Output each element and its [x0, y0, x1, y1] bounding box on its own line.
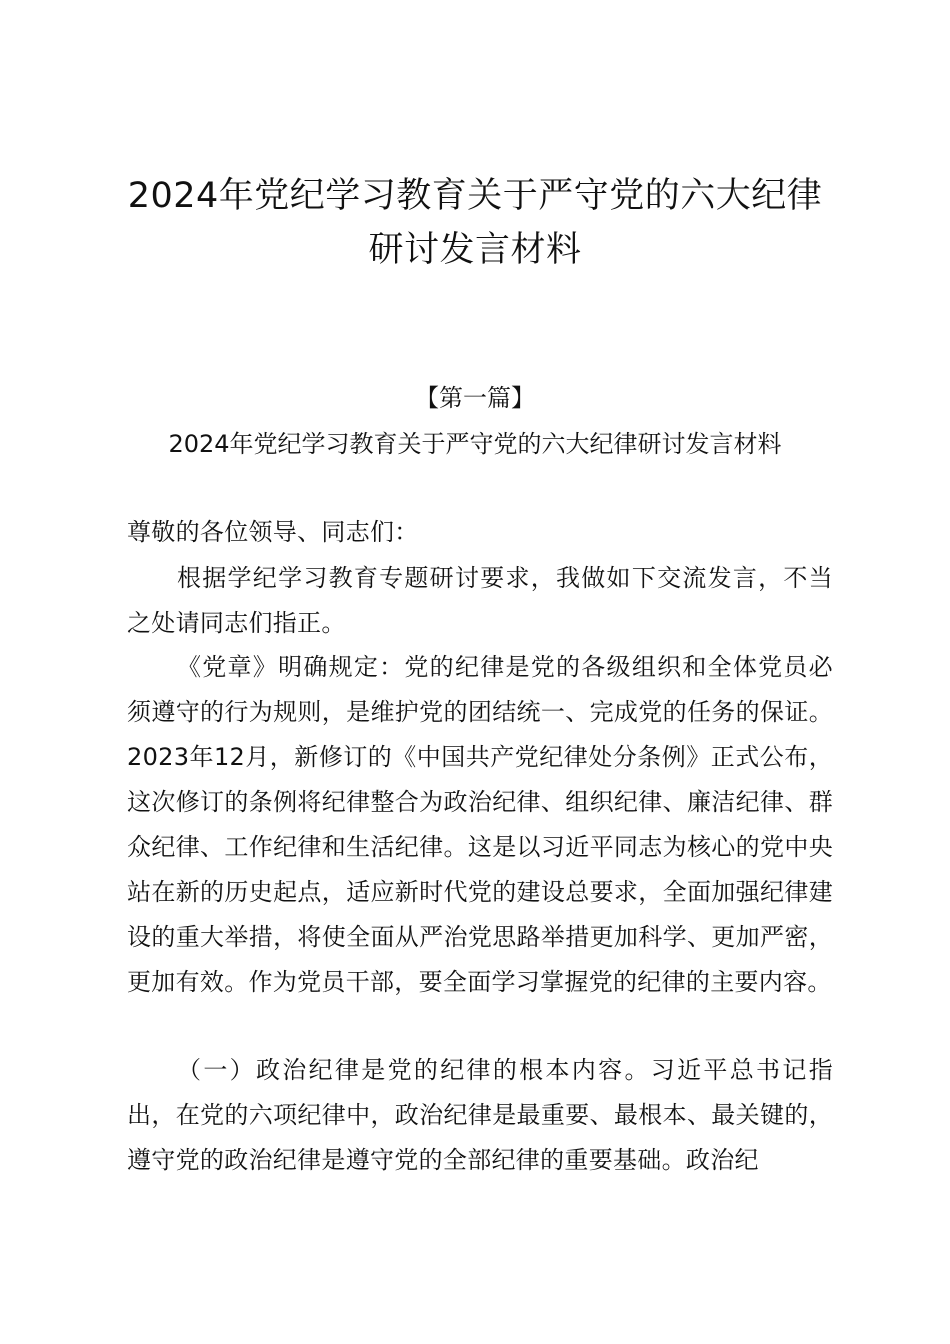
body-paragraph-2: 《党章》明确规定：党的纪律是党的各级组织和全体党员必须遵守的行为规则，是维护党的团结统一、完成党的任务的保证。2023年12月，新修订的《中国共产党纪律处分条例》正式公布，这次修订的条例将纪律整合为政治纪律、组织纪律、廉洁纪律、群众纪律、工作纪律和生活纪律。这是以习近平同志为核心的党中央站在新的历史起点，适应新时代党的建设总要求，全面加强纪律建设的重大举措，将使全面从严治党思路举措更加科学、更加严密，更加有效。作为党员干部，要全面学习掌握党的纪律的主要内容。 [127, 653, 833, 996]
document-title-line-2: 研讨发言材料 [368, 230, 582, 270]
section-subtitle: 2024年党纪学习教育关于严守党的六大纪律研讨发言材料 [168, 430, 782, 458]
salutation: 尊敬的各位领导、同志们： [127, 518, 419, 546]
body-paragraph-3: （一）政治纪律是党的纪律的根本内容。习近平总书记指出，在党的六项纪律中，政治纪律是最重要、最根本、最关键的，遵守党的政治纪律是遵守党的全部纪律的重要基础。政治纪 [127, 1056, 833, 1174]
section-label: 【第一篇】 [415, 384, 535, 412]
document-title-line-1: 2024年党纪学习教育关于严守党的六大纪律 [127, 176, 823, 216]
body-paragraph-1: 根据学纪学习教育专题研讨要求，我做如下交流发言，不当之处请同志们指正。 [127, 564, 833, 637]
